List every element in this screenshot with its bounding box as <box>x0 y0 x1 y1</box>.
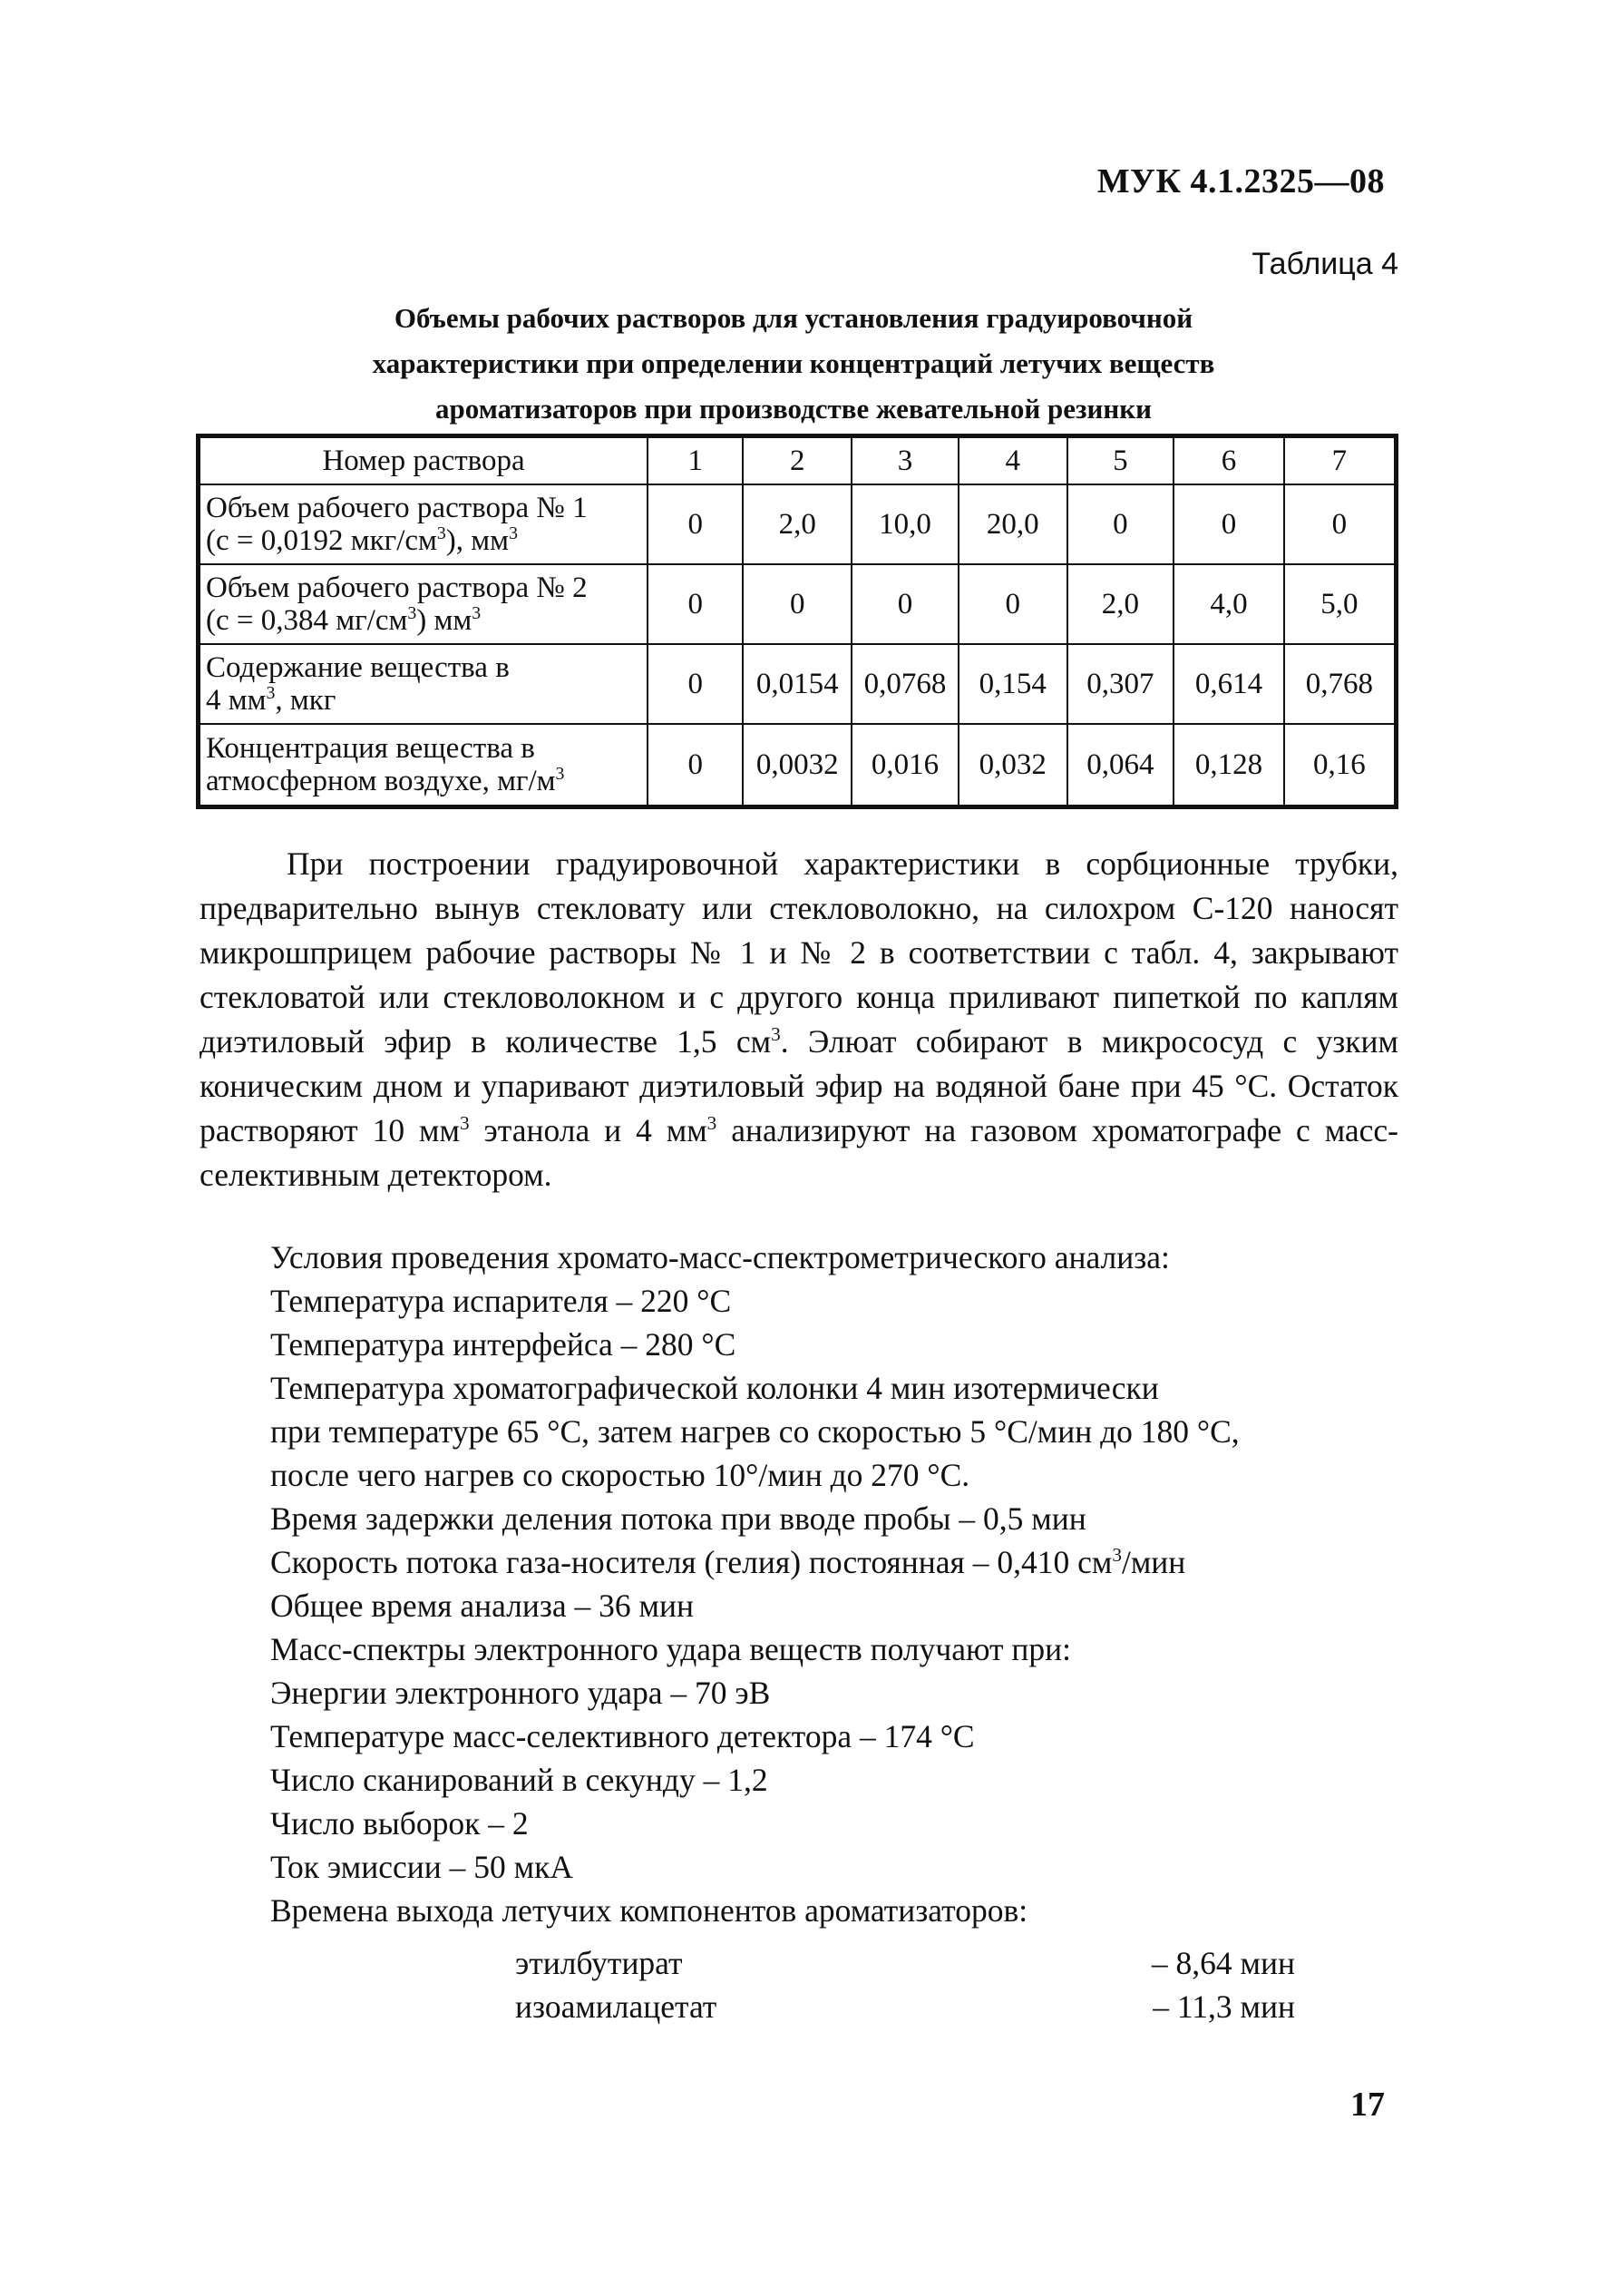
row-label <box>199 724 648 807</box>
retention-time: – 11,3 мин <box>1153 1988 1295 2025</box>
table-cell: 0 <box>959 564 1067 644</box>
table-cell: 0 <box>648 484 743 564</box>
condition-item: Энергии электронного удара – 70 эВ <box>270 1675 771 1711</box>
header-cell: 4 <box>959 436 1067 485</box>
row-label-line <box>206 524 647 557</box>
table-cell: 10,0 <box>852 484 959 564</box>
table-cell: 0,128 <box>1174 724 1284 807</box>
row-label-line: Объем рабочего раствора № 1 <box>206 492 588 524</box>
condition-item <box>270 1540 1240 1584</box>
table-cell: 0 <box>648 564 743 644</box>
page-number: 17 <box>1350 2086 1385 2124</box>
condition-item: Температура хроматографической колонки 4 мин изотермически <box>270 1370 1159 1406</box>
table-cell: 0 <box>852 564 959 644</box>
paragraph-text: . Элюат собирают в микрососуд с узким коническим дном и упаривают диэтиловый эфир на водяной бане при 45 °С. Остаток растворяют 10 мм <box>200 1023 1398 1148</box>
retention-times <box>515 1941 1295 2028</box>
header-cell: Номер раствора <box>199 436 648 485</box>
condition-item: Число сканирований в секунду – 1,2 <box>270 1762 768 1798</box>
compound-name: изоамилацетат <box>515 1988 717 2025</box>
row-label-text: 4 мм <box>206 684 267 717</box>
table-header-row <box>199 436 1397 485</box>
row-label-text: , мкг <box>275 684 336 717</box>
table-cell: 0 <box>1174 484 1284 564</box>
paragraph-text: анализируют на газовом хроматографе с масс-селективным детектором. <box>200 1112 1399 1193</box>
table-caption <box>209 296 1378 432</box>
condition-item: Ток эмиссии – 50 мкА <box>270 1849 574 1885</box>
row-label <box>199 484 648 564</box>
retention-time: – 8,64 мин <box>1151 1945 1295 1981</box>
document-code: МУК 4.1.2325—08 <box>1096 162 1385 200</box>
condition-text: /мин <box>1121 1544 1186 1580</box>
table-cell: 0 <box>648 724 743 807</box>
table-cell: 20,0 <box>959 484 1067 564</box>
condition-item: Время задержки деления потока при вводе пробы – 0,5 мин <box>270 1500 1086 1537</box>
header-cell: 7 <box>1284 436 1397 485</box>
table-cell: 4,0 <box>1174 564 1284 644</box>
solutions-table <box>196 434 1398 809</box>
table-cell: 0,064 <box>1067 724 1174 807</box>
condition-item: Температуре масс-селективного детектора – 174 °С <box>270 1718 975 1754</box>
table-label: Таблица 4 <box>1252 247 1398 281</box>
condition-item: Температура интерфейса – 280 °С <box>270 1326 736 1363</box>
row-label-line: Концентрация вещества в <box>206 732 535 765</box>
conditions-list <box>270 1236 1240 1932</box>
table-cell: 0,307 <box>1067 644 1174 724</box>
table-cell: 2,0 <box>743 484 852 564</box>
table-cell: 0,768 <box>1284 644 1397 724</box>
superscript: 3 <box>509 523 518 543</box>
row-label-text: ), мм <box>445 524 510 557</box>
header-cell: 3 <box>852 436 959 485</box>
superscript: 3 <box>1112 1544 1122 1567</box>
table-cell: 0 <box>1284 484 1397 564</box>
header-cell: 6 <box>1174 436 1284 485</box>
table-cell: 0 <box>1067 484 1174 564</box>
superscript: 3 <box>555 764 565 784</box>
table-cell: 5,0 <box>1284 564 1397 644</box>
procedure-paragraph <box>200 842 1398 1197</box>
table-row <box>199 484 1397 564</box>
caption-line: Объемы рабочих растворов для установления градуировочной <box>394 302 1193 334</box>
retention-row <box>515 1941 1295 1985</box>
superscript: 3 <box>436 523 446 543</box>
superscript: 3 <box>266 683 276 703</box>
paragraph-text: При построении градуировочной характеристики в сорбционные трубки, предварительно вынув стекловату или стекловолокно, на силохром С-120 наносят микрошприцем рабочие растворы № 1 и № 2 в соответствии с табл. 4, закрывают стекловатой или стекловолокном и с другого конца приливают пипеткой по каплям диэтиловый эфир в количестве 1,5 см <box>200 845 1398 1060</box>
row-label-text: атмосферном воздухе, мг/м <box>206 765 556 797</box>
table-cell: 0,16 <box>1284 724 1397 807</box>
row-label <box>199 564 648 644</box>
superscript: 3 <box>706 1112 717 1135</box>
condition-item: Число выборок – 2 <box>270 1805 529 1842</box>
row-label-line: Объем рабочего раствора № 2 <box>206 572 588 604</box>
compound-name: этилбутират <box>515 1945 683 1981</box>
caption-line: ароматизаторов при производстве жевательной резинки <box>435 393 1152 425</box>
table-cell: 2,0 <box>1067 564 1174 644</box>
row-label-text: (с = 0,384 мг/см <box>206 604 408 637</box>
condition-item: после чего нагрев со скоростью 10°/мин до 270 °С. <box>270 1457 970 1493</box>
row-label-line <box>206 765 647 797</box>
row-label-line: Содержание вещества в <box>206 651 510 684</box>
table-row <box>199 644 1397 724</box>
condition-item: Температура испарителя – 220 °С <box>270 1283 732 1319</box>
condition-item: при температуре 65 °С, затем нагрев со скоростью 5 °С/мин до 180 °С, <box>270 1413 1240 1450</box>
table-cell: 0 <box>648 644 743 724</box>
table-row <box>199 724 1397 807</box>
header-cell: 2 <box>743 436 852 485</box>
table-cell: 0,0032 <box>743 724 852 807</box>
row-label <box>199 644 648 724</box>
retention-title: Времена выхода летучих компонентов ароматизаторов: <box>270 1892 1028 1929</box>
superscript: 3 <box>771 1023 781 1046</box>
superscript: 3 <box>407 603 417 623</box>
condition-item: Масс-спектры электронного удара веществ получают при: <box>270 1631 1072 1667</box>
row-label-line <box>206 684 647 717</box>
table-cell: 0,0768 <box>852 644 959 724</box>
row-label-text: ) мм <box>416 604 472 637</box>
table-row <box>199 564 1397 644</box>
row-label-text: (с = 0,0192 мкг/см <box>206 524 437 557</box>
condition-text: Скорость потока газа-носителя (гелия) постоянная – 0,410 см <box>270 1544 1113 1580</box>
table-cell: 0,032 <box>959 724 1067 807</box>
caption-line: характеристики при определении концентраций летучих веществ <box>372 347 1215 379</box>
retention-row <box>515 1985 1295 2028</box>
superscript: 3 <box>472 603 482 623</box>
table-cell: 0,154 <box>959 644 1067 724</box>
row-label-line <box>206 604 647 637</box>
paragraph-text: этанола и 4 мм <box>469 1112 707 1148</box>
conditions-title: Условия проведения хромато-масс-спектрометрического анализа: <box>270 1239 1170 1275</box>
header-cell: 1 <box>648 436 743 485</box>
table-cell: 0,0154 <box>743 644 852 724</box>
table-cell: 0,016 <box>852 724 959 807</box>
table-cell: 0,614 <box>1174 644 1284 724</box>
body-text <box>200 842 1398 1197</box>
header-cell: 5 <box>1067 436 1174 485</box>
table-cell: 0 <box>743 564 852 644</box>
superscript: 3 <box>459 1112 470 1135</box>
condition-item: Общее время анализа – 36 мин <box>270 1588 695 1624</box>
